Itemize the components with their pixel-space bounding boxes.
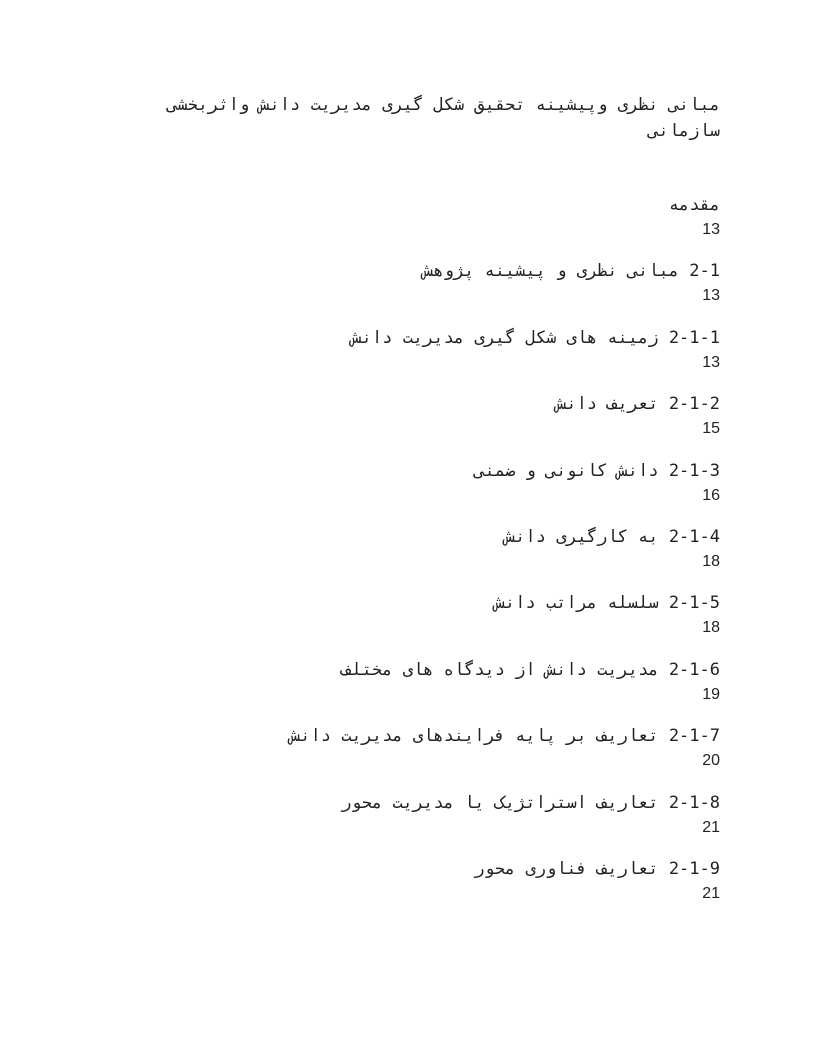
toc-entry-page-number: 18 <box>702 619 720 637</box>
toc-entry <box>160 192 720 258</box>
toc-entry-title: 2-1-6 مدیریت دانش از دیدگاه های مختلف <box>341 659 720 680</box>
toc-entry-page-number: 21 <box>702 884 720 902</box>
toc-entry-page-number: 13 <box>702 287 720 305</box>
toc-entry-page-number: 21 <box>702 818 720 836</box>
toc-entry-title: 2-1-3 دانش کانونی و ضمنی <box>474 460 720 481</box>
table-of-contents <box>160 192 720 922</box>
toc-entry-page-number: 18 <box>702 552 720 570</box>
toc-entry <box>160 524 720 590</box>
toc-entry-title: 2-1-9 تعاریف فناوری محور <box>474 858 720 879</box>
toc-entry-page-number: 16 <box>702 486 720 504</box>
toc-entry <box>160 325 720 391</box>
toc-entry <box>160 790 720 856</box>
toc-entry-title: 2-1-5 سلسله مراتب دانش <box>494 593 720 614</box>
toc-entry-title: 2-1-2 تعریف دانش <box>556 394 720 415</box>
toc-entry-title: 2-1-7 تعاریف بر پایه فرایندهای مدیریت دانش <box>290 726 720 747</box>
toc-entry <box>160 458 720 524</box>
toc-entry <box>160 856 720 922</box>
toc-entry-title: 2-1-1 زمینه های شکل گیری مدیریت دانش <box>351 327 720 348</box>
toc-entry <box>160 590 720 656</box>
toc-entry <box>160 723 720 789</box>
toc-entry-page-number: 19 <box>702 685 720 703</box>
toc-entry <box>160 391 720 457</box>
toc-entry-title: 2-1-8 تعاریف استراتژیک یا مدیریت محور <box>341 792 720 813</box>
toc-entry-page-number: 20 <box>702 752 720 770</box>
toc-entry-title: 2-1 مبانی نظری و پیشینه پژوهش <box>423 261 720 282</box>
toc-entry-title: 2-1-4 به کارگیری دانش <box>505 526 720 547</box>
toc-entry-page-number: 13 <box>702 353 720 371</box>
toc-entry-page-number: 15 <box>702 420 720 438</box>
toc-entry <box>160 657 720 723</box>
toc-entry-page-number: 13 <box>702 221 720 238</box>
toc-entry <box>160 258 720 324</box>
document-title: مبانی نظری وپیشینه تحقیق شکل گیری مدیریت دانش واثربخشی سازمانی <box>167 95 720 141</box>
toc-entry-title: مقدمه <box>668 195 720 215</box>
